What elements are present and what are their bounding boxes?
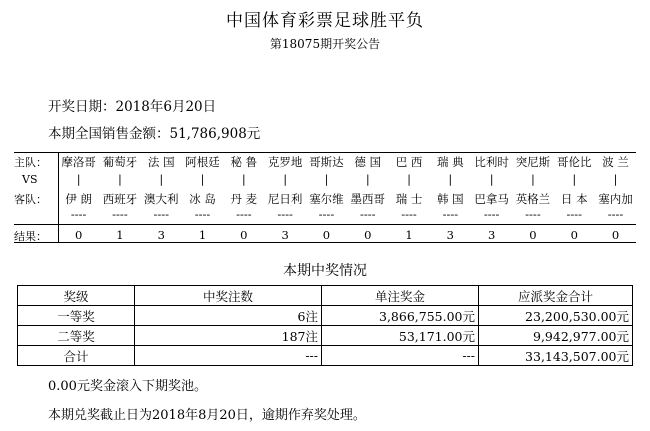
match-result: 3 [281,228,289,242]
prize-per-bet: --- [322,346,479,366]
match-vs-mark: | [324,172,329,186]
match-home-team: 突尼斯 [515,155,551,169]
match-away-team: 冰 岛 [189,192,216,206]
match-vs-mark: | [407,172,411,186]
vs-row-label: VS [22,173,38,186]
match-result: 0 [529,228,537,242]
prize-heading: 本期中奖情况 [283,263,367,279]
match-vs-mark: | [365,172,370,186]
col-level: 奖级 [18,286,135,306]
match-home-team: 比利时 [474,155,509,169]
sales-amount: 本期全国销售金额：51,786,908元 [48,126,261,142]
prize-level: 一等奖 [18,306,135,326]
match-result: 0 [322,228,331,242]
match-away-team: 塞内加 [598,192,633,206]
match-home-team: 哥斯达 [309,155,344,169]
match-home-team: 法 国 [147,155,175,169]
match-divider: ---- [277,207,293,221]
match-away-team: 英格兰 [515,192,551,206]
match-vs-mark: | [200,172,205,186]
prize-total: 9,942,977.00元 [479,326,633,346]
prize-count: 187注 [135,326,322,346]
match-divider: ---- [442,207,459,221]
col-total: 应派奖金合计 [479,286,633,306]
prize-table [17,285,633,366]
home-row-label: 主队： [14,156,47,169]
match-result: 0 [364,228,372,242]
match-away-team: 尼日利 [267,192,303,206]
match-home-team: 德 国 [354,155,382,169]
match-away-team: 伊 朗 [65,192,92,206]
match-vs-mark: | [283,172,288,186]
match-divider: ---- [607,207,624,221]
grid-bottom-line [14,242,636,243]
match-away-team: 瑞 士 [395,192,423,206]
match-home-team: 阿根廷 [185,155,220,169]
match-home-team: 巴 西 [395,155,423,169]
prize-total: 23,200,530.00元 [479,306,633,326]
match-divider: ---- [359,207,376,221]
match-divider: ---- [483,207,500,221]
match-vs-mark: | [118,172,122,186]
match-divider: ---- [236,207,252,221]
match-away-team: 巴拿马 [474,192,509,206]
match-divider: ---- [566,207,583,221]
match-vs-mark: | [531,172,535,186]
result-row-label: 结果： [14,230,47,243]
match-divider: ---- [525,207,541,221]
prize-header-row [18,286,633,306]
prize-count: --- [135,346,322,366]
match-vs-mark: | [159,172,164,186]
match-home-team: 葡萄牙 [102,155,138,169]
match-result: 1 [116,228,124,242]
match-home-team: 哥伦比 [557,155,592,169]
match-vs-mark: | [448,172,453,186]
match-home-team: 瑞 典 [437,155,464,169]
match-result: 1 [405,228,413,242]
match-result: 0 [611,228,620,242]
match-away-team: 韩 国 [437,192,464,206]
match-result: 3 [157,228,165,242]
match-home-team: 秘 鲁 [230,155,258,169]
match-result: 0 [74,228,83,242]
grid-top-line [14,152,636,153]
prize-total: 33,143,507.00元 [479,346,633,366]
match-divider: ---- [153,207,170,221]
match-home-team: 波 兰 [602,155,629,169]
prize-level: 合计 [18,346,135,366]
match-result: 3 [446,228,454,242]
grid-result-line [14,224,636,225]
match-grid [14,152,636,242]
rollover-note: 0.00元奖金滚入下期奖池。 [48,379,207,394]
match-vs-mark: | [241,172,246,186]
match-away-team: 丹 麦 [230,192,258,206]
match-away-team: 西班牙 [102,192,138,206]
match-away-team: 塞尔维 [309,192,344,206]
col-count: 中奖注数 [135,286,322,306]
draw-number: 第18075期开奖公告 [269,37,381,51]
prize-per-bet: 3,866,755.00元 [322,306,479,326]
match-vs-mark: | [613,172,618,186]
prize-level: 二等奖 [18,326,135,346]
match-home-team: 克罗地 [267,155,303,169]
match-divider: ---- [194,207,211,221]
match-result: 1 [198,228,207,242]
match-divider: ---- [401,207,417,221]
match-home-team: 摩洛哥 [61,155,96,169]
match-away-team: 日 本 [560,192,588,206]
match-away-team: 澳大利 [144,192,179,206]
match-result: 0 [240,228,248,242]
match-result: 0 [570,228,578,242]
page-title: 中国体育彩票足球胜平负 [226,11,424,31]
match-away-team: 墨西哥 [350,192,385,206]
prize-row-second [18,326,633,346]
match-vs-mark: | [76,172,81,186]
draw-date: 开奖日期：2018年6月20日 [48,99,217,115]
match-divider: ---- [112,207,128,221]
deadline-note: 本期兑奖截止日为2018年8月20日，逾期作弃奖处理。 [48,408,366,423]
prize-row-first [18,306,633,326]
match-vs-mark: | [572,172,577,186]
match-divider: ---- [70,207,87,221]
match-result: 3 [487,228,496,242]
prize-count: 6注 [135,306,322,326]
away-row-label: 客队： [14,193,47,206]
match-divider: ---- [318,207,335,221]
prize-row-total [18,346,633,366]
grid-left-border [58,152,59,242]
col-per-bet: 单注奖金 [322,286,479,306]
prize-per-bet: 53,171.00元 [322,326,479,346]
match-vs-mark: | [489,172,494,186]
